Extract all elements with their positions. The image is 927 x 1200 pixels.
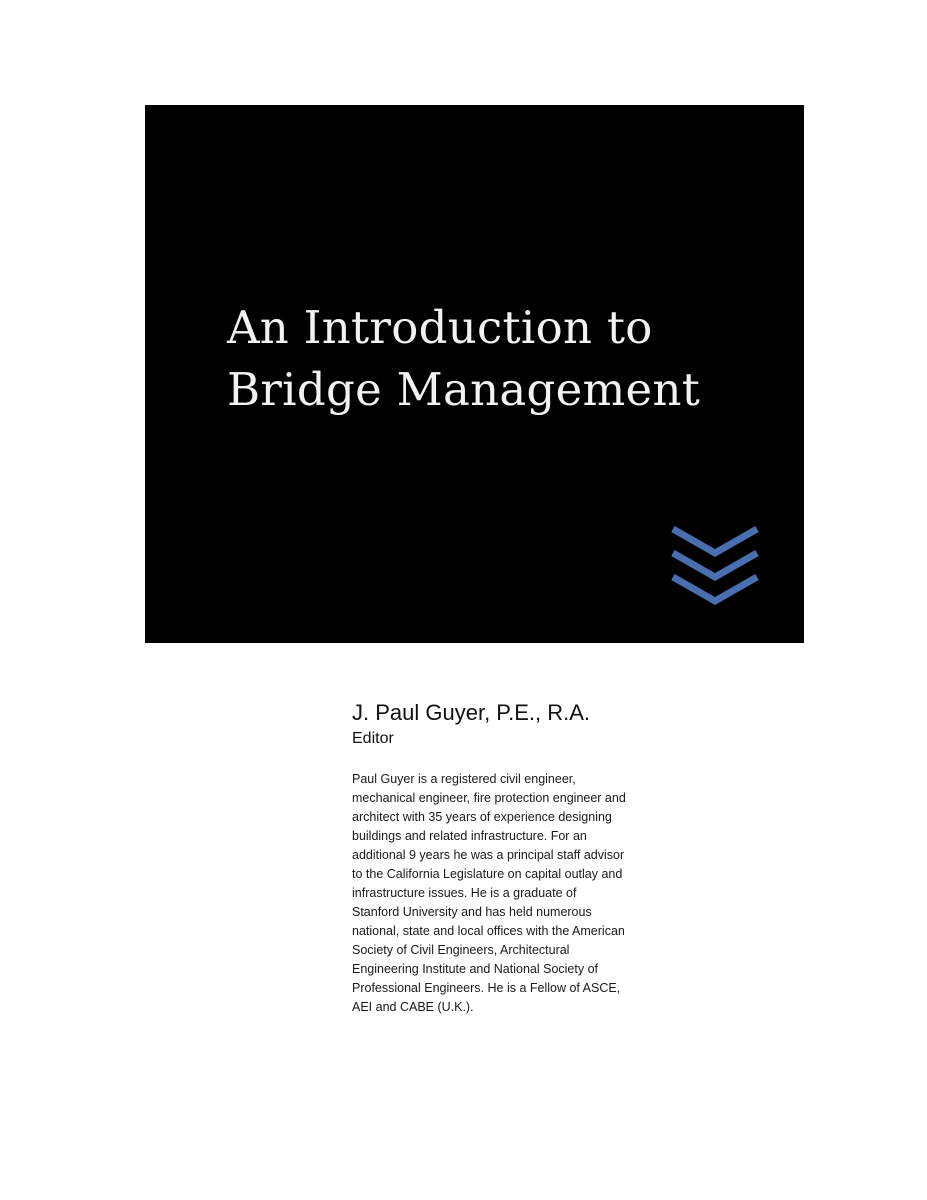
title-line-2: Bridge Management [227, 363, 701, 416]
bio-line: Paul Guyer is a registered civil engineer, [352, 772, 576, 786]
bio-line: national, state and local offices with the American [352, 924, 625, 938]
bio-line: Engineering Institute and National Society of [352, 962, 598, 976]
author-name: J. Paul Guyer, P.E., R.A. [352, 700, 591, 725]
bio-line: Professional Engineers. He is a Fellow of ASCE, [352, 981, 621, 995]
bio-line: mechanical engineer, fire protection engineer and [352, 791, 626, 805]
bio-line: buildings and related infrastructure. For an [352, 829, 587, 843]
author-role: Editor [352, 730, 394, 747]
triple-chevron-down-icon [669, 525, 761, 615]
bio-line: AEI and CABE (U.K.). [352, 1000, 474, 1014]
bio-line: Society of Civil Engineers, Architectural [352, 943, 570, 957]
cover-panel [145, 105, 804, 643]
bio-line: architect with 35 years of experience designing [352, 810, 612, 824]
title-line-1: An Introduction to [227, 301, 653, 354]
author-block [352, 698, 732, 750]
bio-line: to the California Legislature on capital outlay and [352, 867, 623, 881]
bio-line: additional 9 years he was a principal staff advisor [352, 848, 625, 862]
author-bio [352, 770, 732, 1017]
bio-line: infrastructure issues. He is a graduate of [352, 886, 577, 900]
chevron-1 [673, 529, 757, 553]
book-title [227, 297, 700, 421]
bio-line: Stanford University and has held numerous [352, 905, 592, 919]
